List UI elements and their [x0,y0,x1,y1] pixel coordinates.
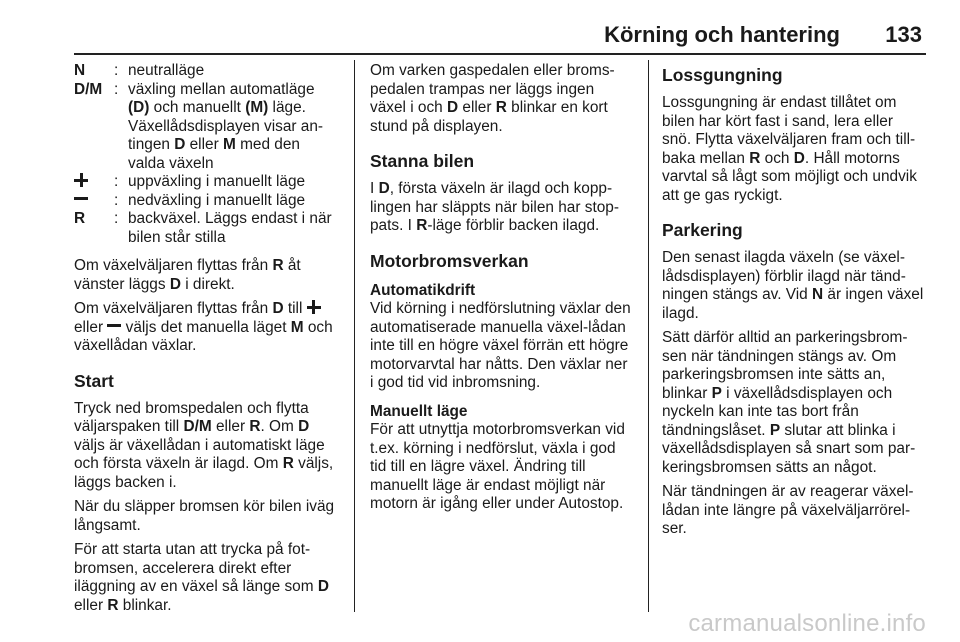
paragraph: Om varken gaspedalen eller broms-pedalen trampas ner läggs ingen växel i och D eller R blinkar en kort stund på displayen. [370,62,615,135]
paragraph: Sätt därför alltid an parkeringsbrom-sen när tändningen stängs av. Om parkeringsbromsen inte sätts an, blinkar P i växellådsdisplayen och nyckeln kan inte tas bort från tändningslåset. P slutar att blinka i växellådsdisplayen så snart som par-keringsbromsen sätts an något. [662,329,916,476]
section-heading: Start [74,370,114,391]
paragraph: När tändningen är av reagerar växel-lådan inte längre på växelväljarrörel-ser. [662,483,914,537]
definition-key: N [74,62,86,79]
plus-icon [307,300,321,314]
definition-list [74,62,340,247]
definition-item: D/M : växling mellan automatläge (D) och manuellt (M) läge. Växellådsdisplayen visar an-tingen D eller M med den valda växeln [74,81,340,174]
paragraph: Lossgungning är endast tillåtet om bilen har kört fast i sand, lera eller snö. Flytta växelväljaren fram och till-baka mellan R och D. Håll motorns varvtal så lågt som möjligt och undvik att ge gas ryckigt. [662,94,917,204]
definition-item: : uppväxling i manuellt läge [74,173,340,192]
paragraph: Den senast ilagda växeln (se växel-lådsdisplayen) förblir ilagd när tänd-ningen stängs av. Vid N är ingen växel ilagd. [662,249,924,322]
minus-icon [74,192,88,206]
section-heading: Motorbromsverkan [370,250,529,271]
section-heading: Stanna bilen [370,151,475,171]
paragraph: För att utnyttja motorbromsverkan vid t.ex. körning i nedförslut, växla i god tid till en lägre växel. Ändring till manuellt läge är endast möjligt när motorn är igång eller under Autostop. [370,421,625,512]
section-title: Körning och hantering [604,22,840,47]
paragraph: I D, första växeln är ilagd och kopp-lingen har släppts när bilen har stop-pats. I R-läge förblir backen ilagd. [370,180,619,234]
paragraph: Om växelväljaren flyttas från D till eller väljs det manuella läget M och växellådan växlar. [74,300,333,354]
definition-item: : nedväxling i manuellt läge [74,192,340,211]
header-divider [74,53,926,55]
definition-text: nedväxling i manuellt läge [128,191,306,209]
section-heading: Parkering [662,220,743,240]
definition-key: D/M [74,80,103,98]
paragraph: För att starta utan att trycka på fot-bromsen, accelerera direkt efter iläggning av en växel så länge som D eller R blinkar. [74,541,329,614]
definition-item: R : backväxel. Läggs endast i när bilen står stilla [74,210,340,247]
column-divider [354,60,355,612]
definition-text: neutralläge [128,62,205,79]
paragraph: Vid körning i nedförslutning växlar den automatiserade manuella växel-lådan inte till en högre växel förrän ett högre motorvarvtal har nåtts. Den växlar ner i god tid vid inbromsning. [370,300,631,391]
column-divider [648,60,649,612]
definition-text: växling mellan automatläge (D) och manuellt (M) läge. Växellådsdisplayen visar an-tingen D eller M med den valda växeln [128,80,324,172]
minus-icon [107,319,121,333]
paragraph: Tryck ned bromspedalen och flytta väljarspaken till D/M eller R. Om D väljs är växellådan i automatiskt läge och första växeln är ilagd. Om R väljs, läggs backen i. [74,399,334,491]
paragraph: Om växelväljaren flyttas från R åt vänster läggs D i direkt. [74,257,301,293]
definition-text: backväxel. Läggs endast i när bilen står stilla [128,210,332,246]
page-header [0,0,960,52]
paragraph: När du släpper bromsen kör bilen iväg långsamt. [74,498,335,534]
watermark: carmanualsonline.info [688,610,926,637]
subsection-heading: Automatikdrift [370,281,476,299]
definition-key: R [74,210,86,227]
definition-text: uppväxling i manuellt läge [128,173,306,190]
plus-icon [74,173,88,187]
subsection-heading: Manuellt läge [370,402,468,420]
column-1 [74,62,340,621]
column-2 [370,62,634,520]
column-3 [662,62,926,545]
definition-item: N : neutralläge [74,62,340,81]
page-number: 133 [885,22,922,47]
section-heading: Lossgungning [662,65,783,85]
